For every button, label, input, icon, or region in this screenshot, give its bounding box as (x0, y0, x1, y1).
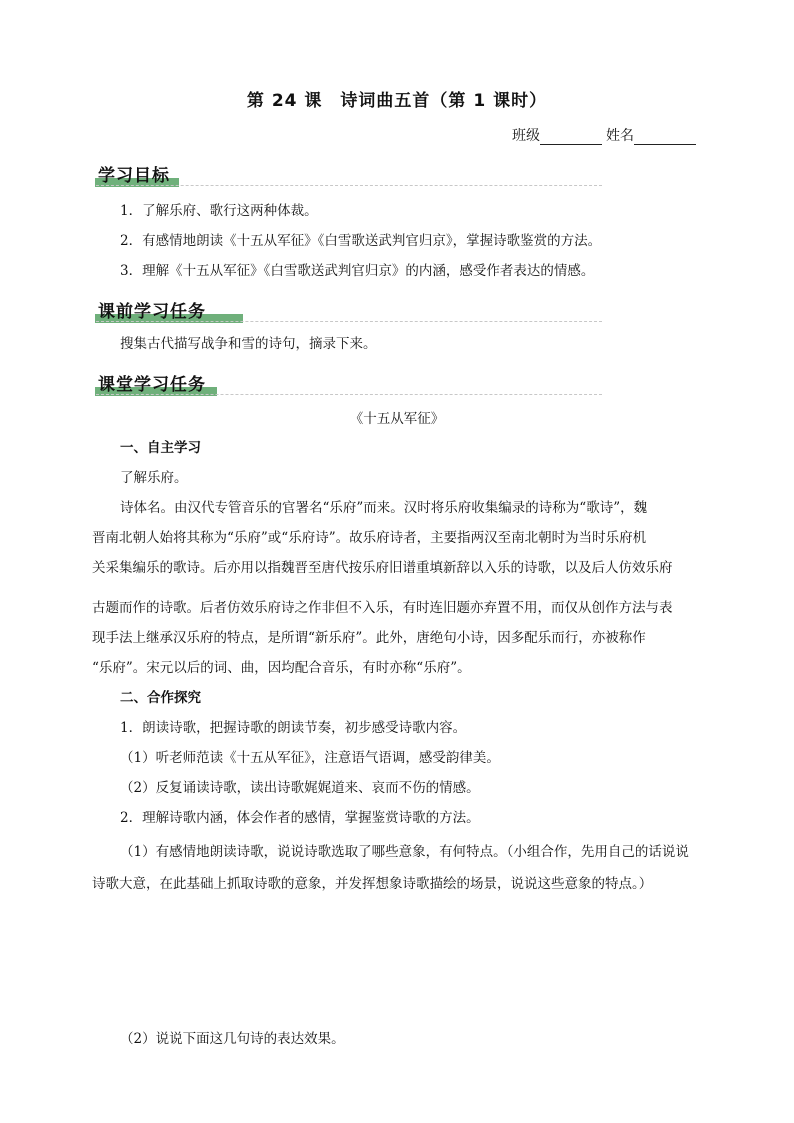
pre-task-text: 搜集古代描写战争和雪的诗句，摘录下来。 (120, 336, 377, 352)
goal-item-1: 1．了解乐府、歌行这两种体裁。 (120, 203, 318, 219)
goal-item-3: 3．理解《十五从军征》《白雪歌送武判官归京》的内涵，感受作者表达的情感。 (120, 263, 595, 279)
task-item-2: 2．理解诗歌内涵，体会作者的感情，掌握鉴赏诗歌的方法。 (120, 810, 480, 826)
class-label: 班级 (512, 128, 540, 144)
task-item-2a: （1）有感情地朗读诗歌，说说诗歌选取了哪些意象，有何特点。（小组合作，先用自己的话说说 (120, 844, 689, 860)
paragraph-line: “乐府”。宋元以后的词、曲，因均配合音乐，有时亦称“乐府”。 (92, 660, 471, 676)
paragraph-line: 晋南北朝人始将其称为“乐府”或“乐府诗”。故乐府诗者，主要指两汉至南北朝时为当时乐府机 (92, 530, 647, 546)
task-item-1: 1．朗读诗歌，把握诗歌的朗读节奏，初步感受诗歌内容。 (120, 720, 467, 736)
goal-item-2: 2．有感情地朗读《十五从军征》《白雪歌送武判官归京》，掌握诗歌鉴赏的方法。 (120, 233, 602, 249)
paragraph-line: 关采集编乐的歌诗。后亦用以指魏晋至唐代按乐府旧谱重填新辞以入乐的诗歌，以及后人仿效乐府 (92, 560, 673, 576)
paragraph-line: 现手法上继承汉乐府的特点，是所谓“新乐府”。此外，唐绝句小诗，因多配乐而行，亦被称作 (92, 630, 646, 646)
section-class-label: 课堂学习任务 (98, 375, 206, 395)
poem-title: 《十五从军征》 (349, 411, 445, 427)
part2-heading: 二、合作探究 (120, 690, 201, 706)
class-blank[interactable] (540, 130, 602, 145)
part1-heading: 一、自主学习 (120, 440, 201, 456)
section-divider (96, 394, 602, 395)
section-pre-heading (98, 297, 206, 323)
name-label: 姓名 (606, 128, 634, 144)
section-class-heading (98, 370, 206, 396)
paragraph-line: 古题而作的诗歌。后者仿效乐府诗之作非但不入乐，有时连旧题亦弃置不用，而仅从创作方法与表 (92, 600, 673, 616)
part1-intro: 了解乐府。 (120, 470, 188, 486)
task-item-1b: （2）反复诵读诗歌，读出诗歌娓娓道来、哀而不伤的情感。 (120, 780, 480, 796)
section-pre-label: 课前学习任务 (98, 302, 206, 322)
section-divider (96, 185, 602, 186)
lesson-title: 第 24 课 诗词曲五首（第 1 课时） (246, 91, 548, 111)
section-goals-heading (98, 161, 170, 187)
paragraph-line: 诗体名。由汉代专管音乐的官署名“乐府”而来。汉时将乐府收集编录的诗称为“歌诗”，魏 (120, 500, 648, 516)
task-item-1a: （1）听老师范读《十五从军征》，注意语气语调，感受韵律美。 (120, 750, 500, 766)
section-goals-label: 学习目标 (98, 166, 170, 186)
name-blank[interactable] (634, 130, 696, 145)
section-divider (96, 321, 602, 322)
task-item-2b: （2）说说下面这几句诗的表达效果。 (120, 1031, 345, 1047)
class-name-line (512, 125, 696, 145)
task-item-2a-cont: 诗歌大意，在此基础上抓取诗歌的意象，并发挥想象诗歌描绘的场景，说说这些意象的特点。） (92, 876, 653, 892)
